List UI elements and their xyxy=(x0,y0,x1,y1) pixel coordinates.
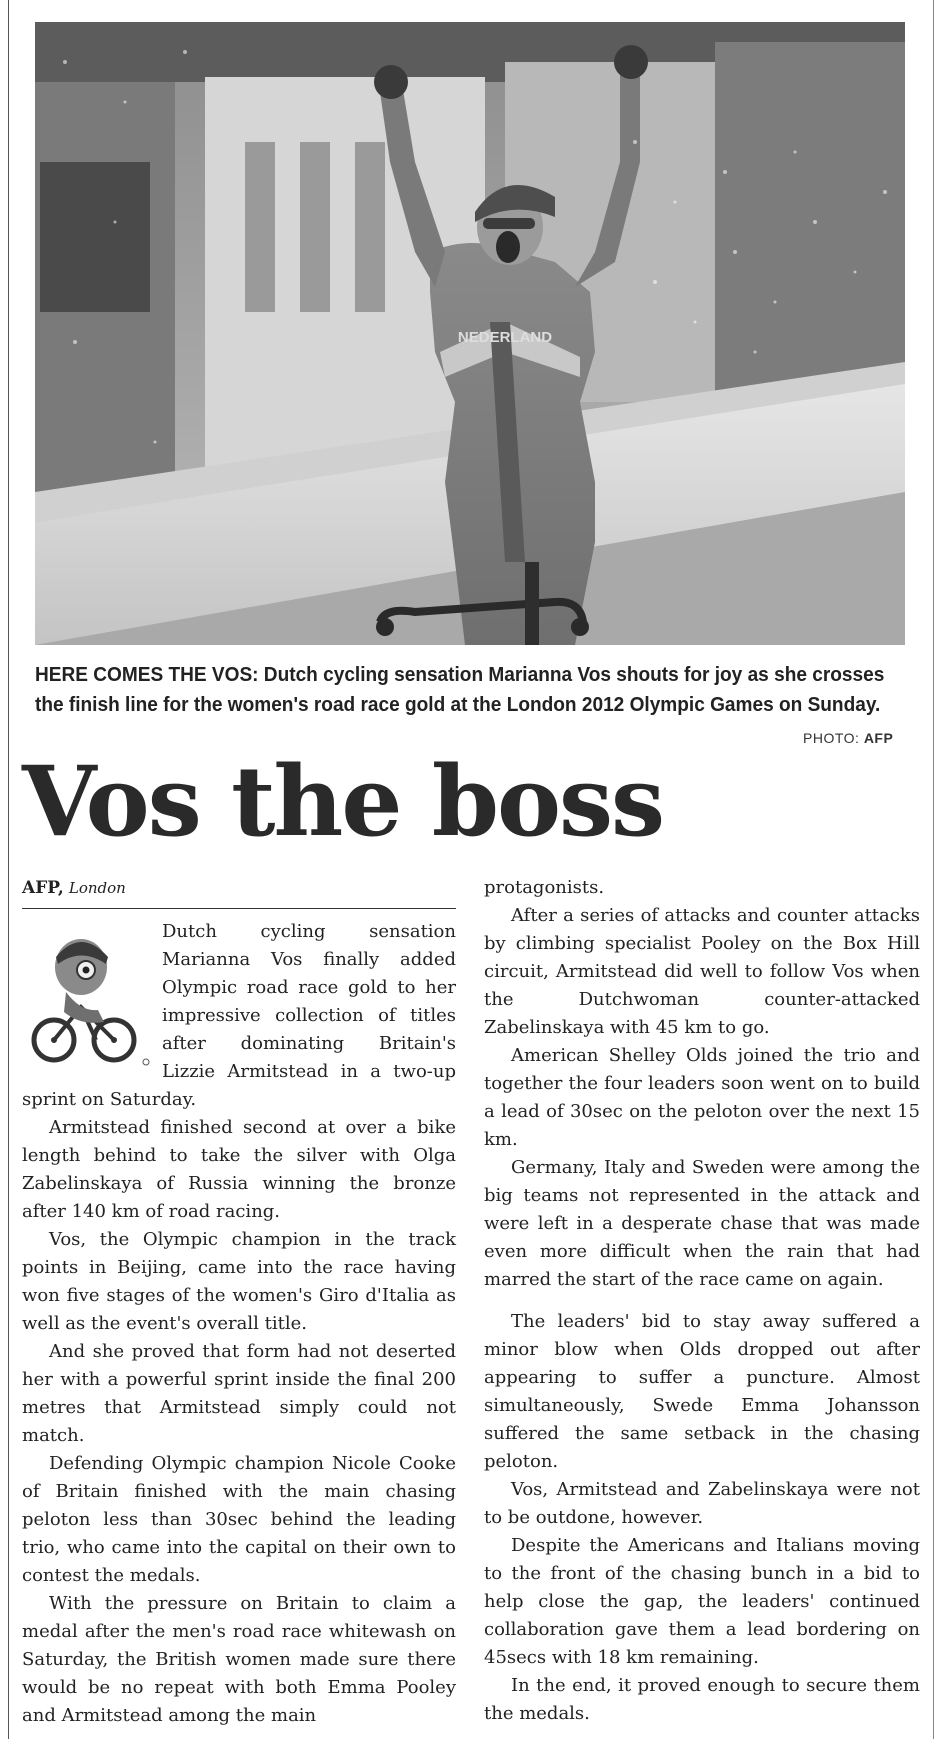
article-paragraph-6: With the pressure on Britain to claim a medal after the men's road race whitewash on Saturday, the British women made sure there would be no repeat with both Emma Pooley and Armitstead among the main xyxy=(22,1593,456,1726)
article-paragraph-4: And she proved that form had not deserted her with a powerful sprint inside the final 200 metres that Armitstead simply could not match. xyxy=(22,1341,456,1446)
jersey-text: NEDERLAND xyxy=(457,329,553,346)
page-left-rule xyxy=(8,0,9,1739)
byline xyxy=(22,878,126,898)
photo-credit xyxy=(803,730,893,746)
article-paragraph-6-continued: protagonists. xyxy=(484,877,605,898)
article-paragraph-3: Vos, the Olympic champion in the track points in Beijing, came into the race having won five stages of the women's Giro d'Italia as well as the event's overall title. xyxy=(22,1229,456,1334)
article-paragraph-1: Dutch cycling sensation Marianna Vos finally added Olympic road race gold to her impressive collection of titles after dominating Britain's Lizzie Armitstead in a two-up xyxy=(162,921,456,1082)
photo-credit-source: AFP xyxy=(863,730,894,746)
article-paragraph-2: Armitstead finished second at over a bike length behind to take the silver with Olga Zabelinskaya of Russia winning the bronze after 140 km of road racing. xyxy=(22,1117,456,1222)
article-paragraph-7: After a series of attacks and counter attacks by climbing specialist Pooley on the Box Hill circuit, Armitstead did well to follow Vos when the Dutchwoman counter-attacked Zabelinskaya with 45 km to go. xyxy=(484,905,920,1038)
byline-rule xyxy=(22,908,456,909)
photo-credit-label: PHOTO: xyxy=(803,730,860,746)
cyclist-celebration-photo xyxy=(35,22,905,645)
article-paragraph-9: Germany, Italy and Sweden were among the big teams not represented in the attack and were left in a desperate chase that was made even more difficult when the rain that had marred the start of the race came on again. xyxy=(484,1157,920,1290)
byline-agency: AFP, xyxy=(22,878,64,898)
article-paragraph-8: American Shelley Olds joined the trio and together the four leaders soon went on to build a lead of 30sec on the peloton over the next 15 km. xyxy=(484,1045,920,1150)
olympic-mascot-cyclist-icon xyxy=(26,922,150,1070)
article-paragraph-12: Despite the Americans and Italians moving to the front of the chasing bunch in a bid to help close the gap, the leaders' continued collaboration gave them a lead bordering on 45secs with 18 km remaining. xyxy=(484,1535,920,1668)
photo-caption: HERE COMES THE VOS: Dutch cycling sensation Marianna Vos shouts for joy as she crosses the finish line for the women's road race gold at the London 2012 Olympic Games on Sunday. xyxy=(35,663,885,716)
article-paragraph-5: Defending Olympic champion Nicole Cooke of Britain finished with the main chasing peloton less than 30sec behind the leading trio, who came into the capital on their own to contest the medals. xyxy=(22,1453,456,1586)
page-right-rule xyxy=(933,0,934,1739)
article-paragraph-1-continued: sprint on Saturday. xyxy=(22,1089,197,1110)
article-paragraph-10: The leaders' bid to stay away suffered a minor blow when Olds dropped out after appearing to suffer a puncture. Almost simultaneously, Swede Emma Johansson suffered the same setback in the chasing peloton. xyxy=(484,1311,920,1472)
article-paragraph-13: In the end, it proved enough to secure them the medals. xyxy=(484,1675,920,1724)
article-paragraph-11: Vos, Armitstead and Zabelinskaya were not to be outdone, however. xyxy=(484,1479,920,1528)
headline: Vos the boss xyxy=(22,745,664,858)
byline-city: London xyxy=(68,879,126,897)
